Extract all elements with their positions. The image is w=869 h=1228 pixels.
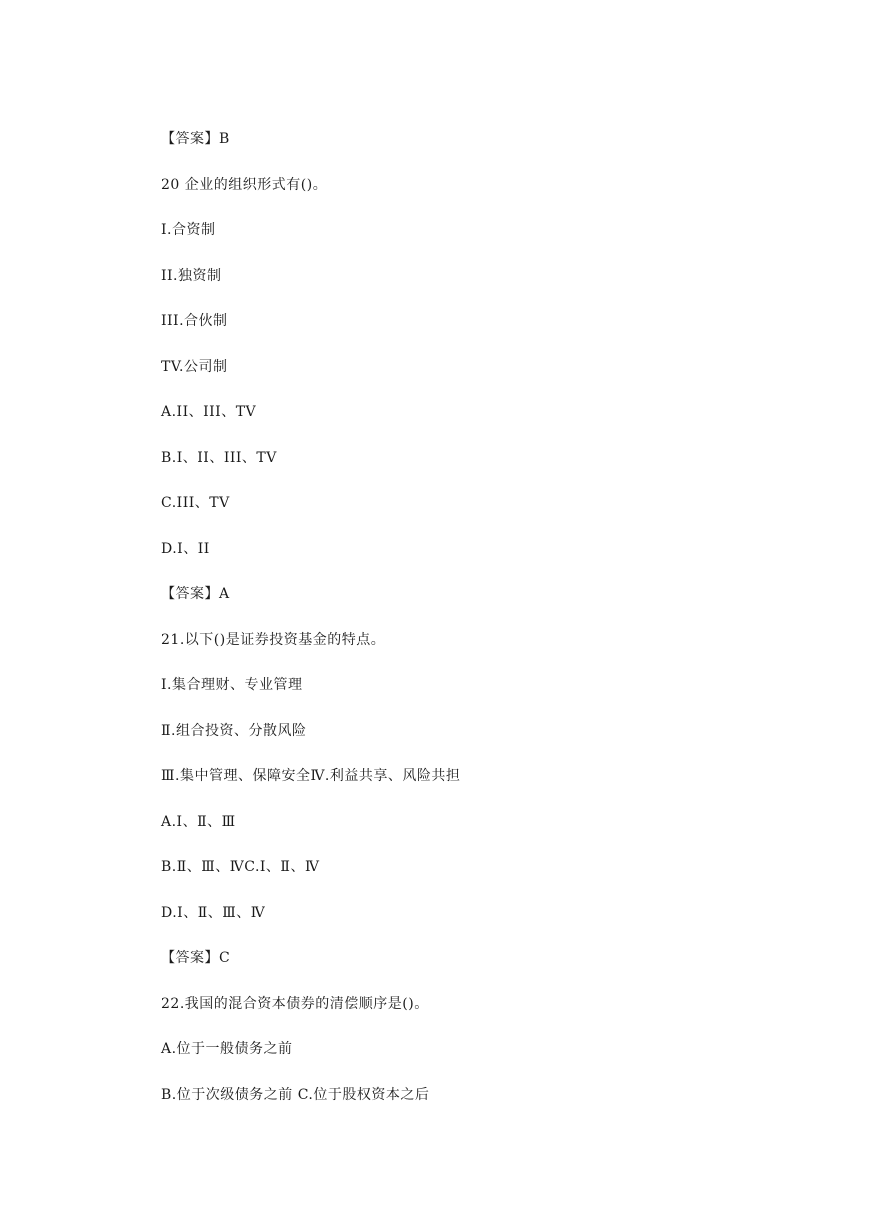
- statement-item: Ⅱ.组合投资、分散风险: [161, 723, 307, 739]
- option-item: A.II、III、TV: [161, 404, 257, 420]
- answer-line: 【答案】B: [161, 131, 230, 147]
- option-item: B.Ⅱ、Ⅲ、ⅣC.Ⅰ、Ⅱ、Ⅳ: [161, 859, 320, 875]
- option-item: B.I、II、III、TV: [161, 450, 277, 466]
- option-item: A.位于一般债务之前: [161, 1041, 293, 1057]
- option-item: B.位于次级债务之前 C.位于股权资本之后: [161, 1087, 430, 1103]
- answer-line: 【答案】A: [161, 586, 230, 602]
- question-text: 20 企业的组织形式有()。: [161, 177, 328, 193]
- statement-item: II.独资制: [161, 268, 222, 284]
- option-item: A.Ⅰ、Ⅱ、Ⅲ: [161, 814, 236, 830]
- statement-item: Ⅰ.集合理财、专业管理: [161, 677, 303, 693]
- option-item: D.Ⅰ、Ⅱ、Ⅲ、Ⅳ: [161, 905, 266, 921]
- option-item: C.III、TV: [161, 495, 230, 511]
- question-text: 21.以下()是证券投资基金的特点。: [161, 632, 386, 648]
- answer-line: 【答案】C: [161, 950, 231, 966]
- statement-item: I.合资制: [161, 222, 216, 238]
- option-item: D.I、II: [161, 541, 210, 557]
- statement-item: TV.公司制: [161, 359, 228, 375]
- statement-item: III.合伙制: [161, 313, 228, 329]
- statement-item: Ⅲ.集中管理、保障安全Ⅳ.利益共享、风险共担: [161, 768, 461, 784]
- question-text: 22.我国的混合资本债券的清偿顺序是()。: [161, 996, 429, 1012]
